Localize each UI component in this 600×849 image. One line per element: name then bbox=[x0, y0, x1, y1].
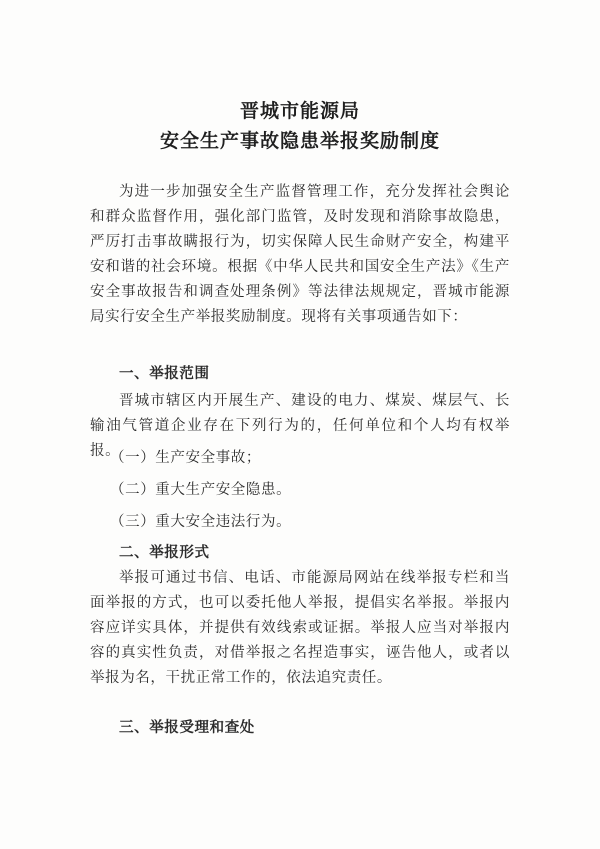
list-item-2: （二）重大生产安全隐患。 bbox=[110, 482, 292, 498]
section2-heading: 二、举报形式 bbox=[119, 545, 210, 561]
document-title: 安全生产事故隐患举报奖励制度 bbox=[159, 130, 440, 152]
document-title-org: 晋城市能源局 bbox=[239, 100, 360, 122]
list-item-1: （一）生产安全事故； bbox=[110, 450, 261, 466]
section2-paragraph: 举报可通过书信、电话、市能源局网站在线举报专栏和当面举报的方式，也可以委托他人举报，提倡实名举报。举报内容应详实具体，并提供有效线索或证据。举报人应当对举报内容的真实性负责，对借举报之名捏造事实，诬告他人，或者以举报为名，干扰正常工作的，依法追究责任。 bbox=[90, 570, 510, 686]
intro-paragraph: 为进一步加强安全生产监督管理工作，充分发挥社会舆论和群众监督作用，强化部门监管，及时发现和消除事故隐患，严厉打击事故瞒报行为，切实保障人民生命财产安全，构建平安和谐的社会环境。根据《中华人民共和国安全生产法》《生产安全事故报告和调查处理条例》等法律法规规定，晋城市能源局实行安全生产举报奖励制度。现将有关事项通告如下： bbox=[90, 184, 510, 325]
section1-paragraph: 晋城市辖区内开展生产、建设的电力、煤炭、煤层气、长输油气管道企业存在下列行为的，任何单位和个人均有权举报。 bbox=[90, 393, 510, 459]
list-item-3: （三）重大安全违法行为。 bbox=[110, 514, 292, 530]
section1-heading: 一、举报范围 bbox=[119, 366, 210, 382]
section3-heading: 三、举报受理和查处 bbox=[119, 720, 255, 736]
